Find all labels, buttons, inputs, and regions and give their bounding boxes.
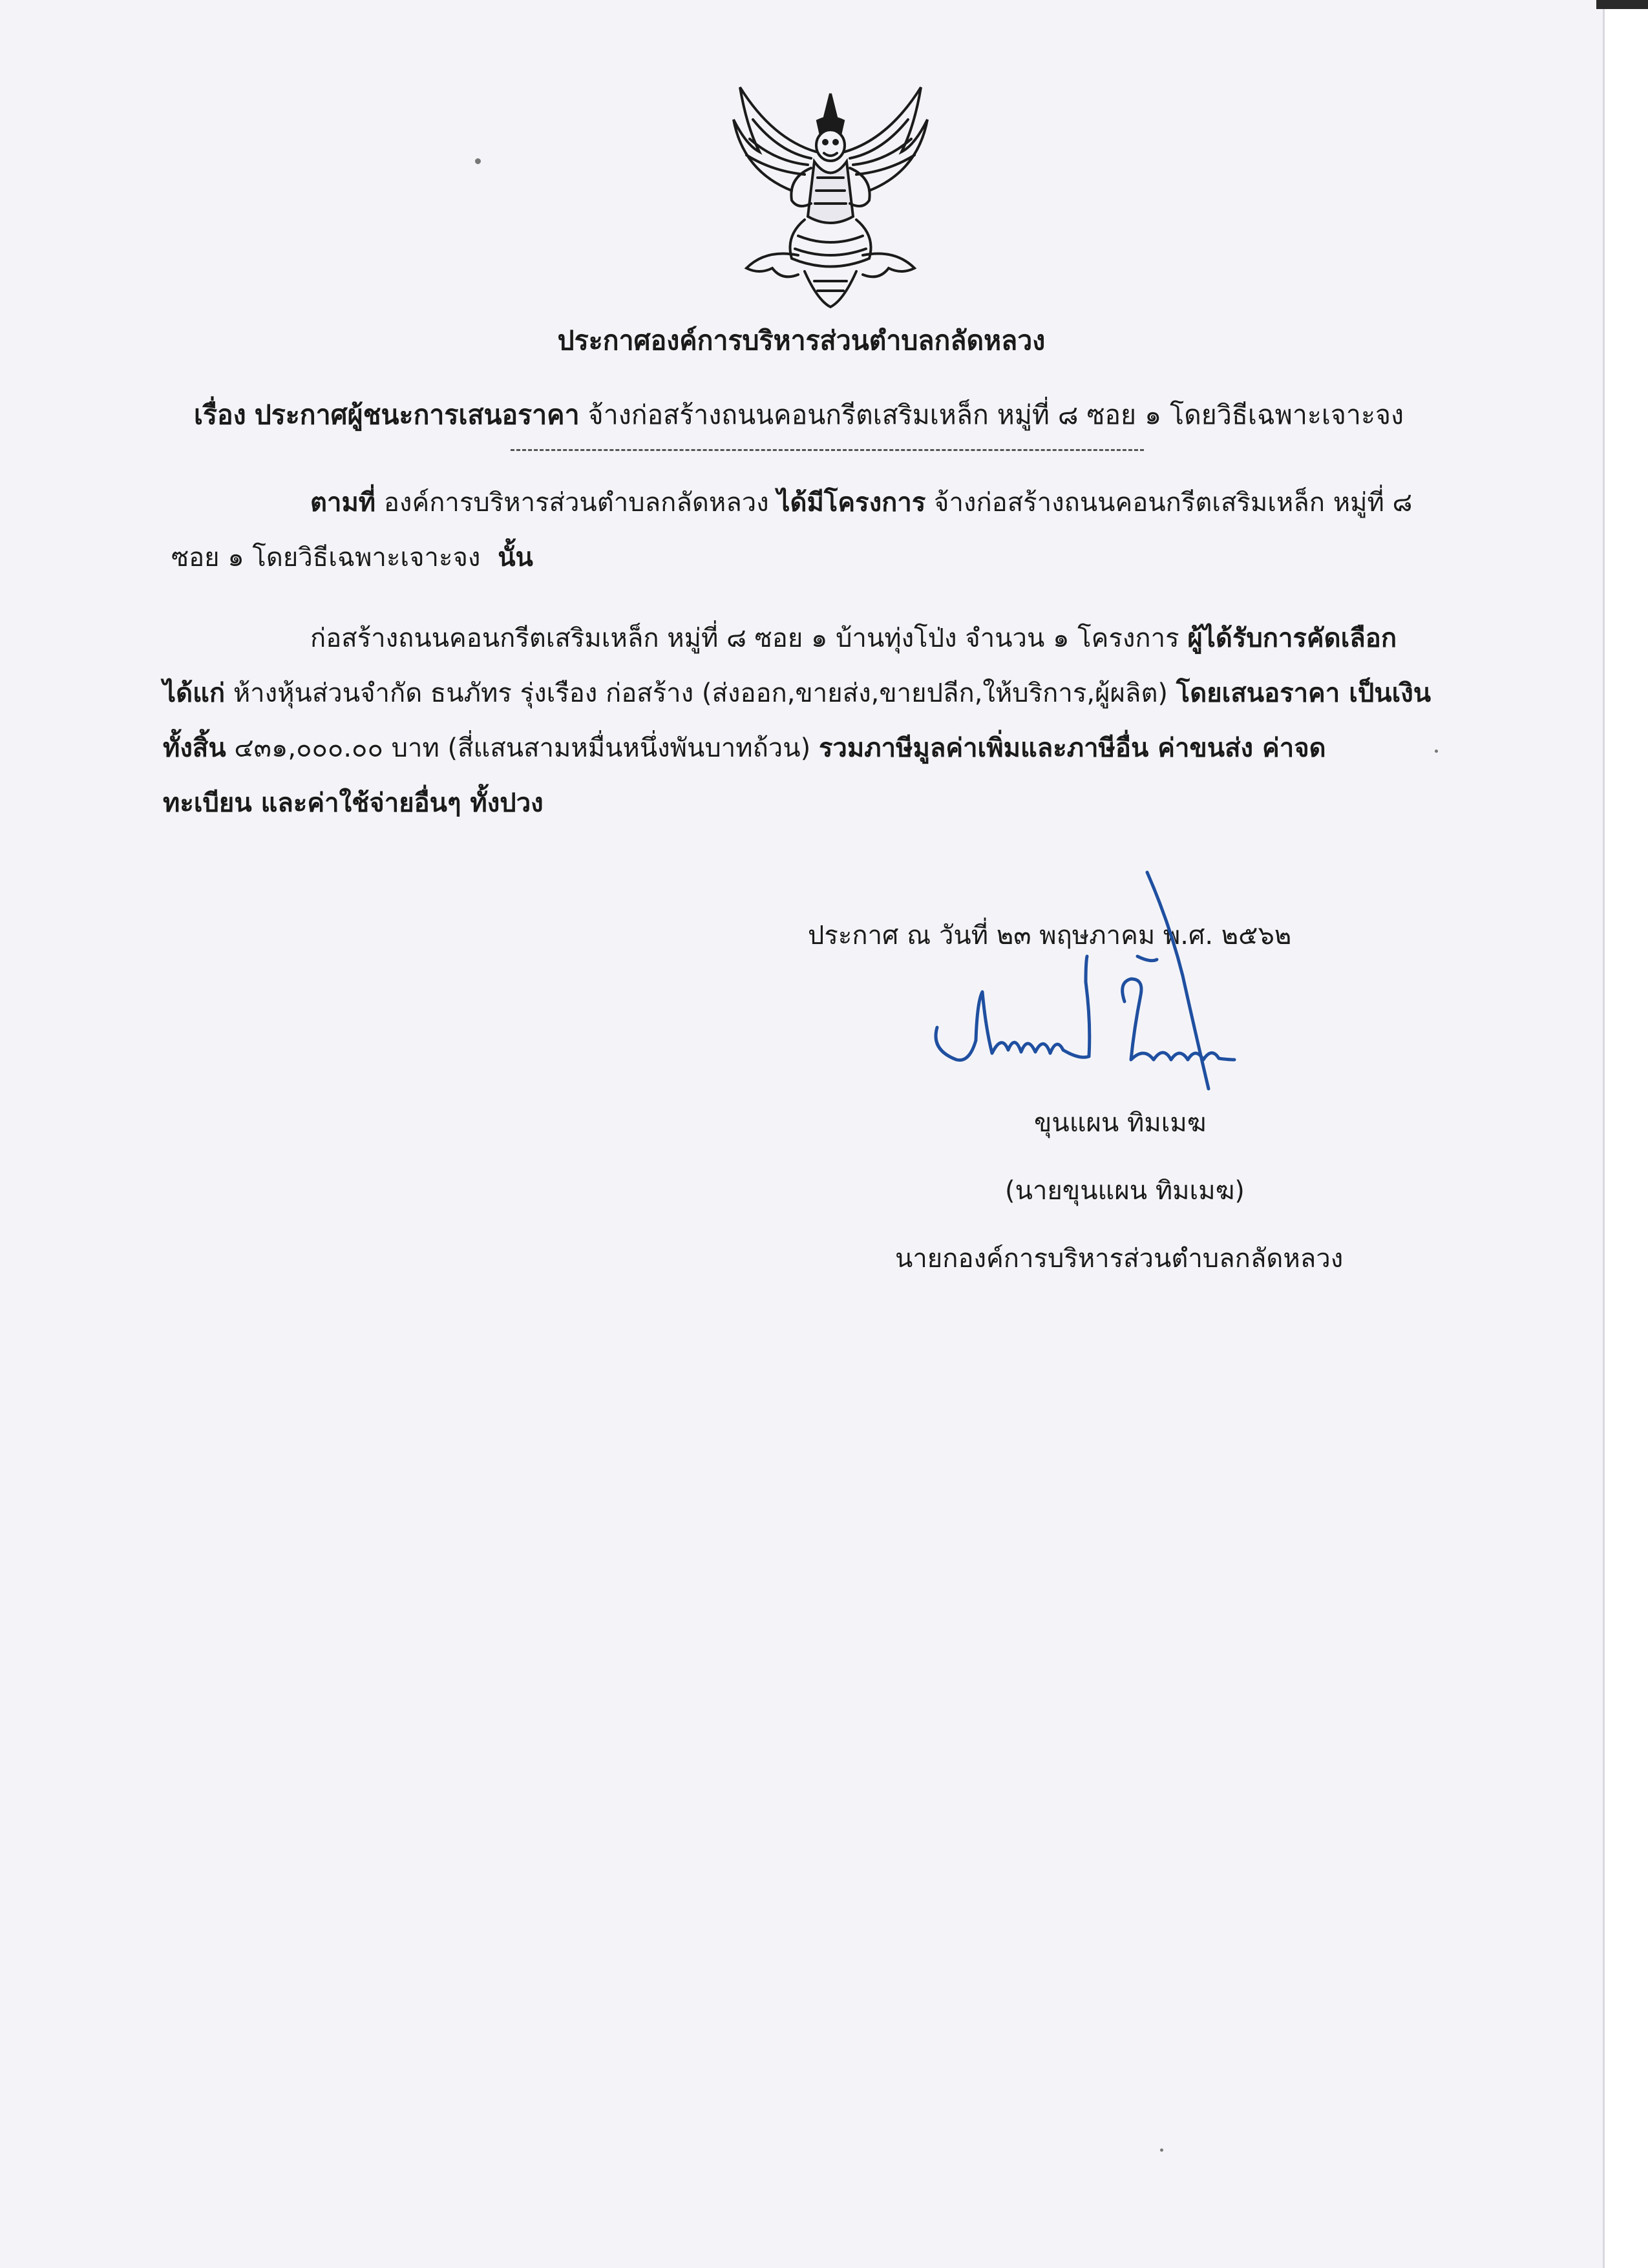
signer-full-name: (นายขุนแผน ทิมเมฆ) (1005, 1176, 1245, 1206)
paragraph-2-line-4 (163, 782, 544, 823)
paragraph-1-line-2 (171, 536, 533, 578)
document-title: ประกาศองค์การบริหารส่วนตำบลกลัดหลวง (557, 325, 1046, 356)
garuda-emblem-icon (721, 81, 940, 313)
p2-text: รวมภาษีมูลค่าเพิ่มและภาษีอื่น ค่าขนส่ง ค่าจด (818, 733, 1326, 763)
p1-text: ได้มีโครงการ (777, 488, 926, 518)
p2-text: โดยเสนอราคา เป็นเงิน (1176, 678, 1431, 708)
signer-position: นายกองค์การบริหารส่วนตำบลกลัดหลวง (895, 1244, 1344, 1274)
p2-text: ๔๓๑,๐๐๐.๐๐ บาท (สี่แสนสามหมื่นหนึ่งพันบาทถ้วน) (234, 733, 811, 763)
p2-text: ทะเบียน และค่าใช้จ่ายอื่นๆ ทั้งปวง (163, 788, 544, 818)
p1-text: องค์การบริหารส่วนตำบลกลัดหลวง (383, 488, 769, 518)
paragraph-1-line-1 (310, 481, 1412, 523)
scan-speck (475, 158, 481, 164)
subject-bold: ประกาศผู้ชนะการเสนอราคา (254, 399, 580, 430)
paragraph-2-line-1 (310, 617, 1397, 658)
p2-text: ผู้ได้รับการคัดเลือก (1187, 624, 1397, 653)
scan-speck (1160, 2148, 1163, 2152)
p2-text: ทั้งสิ้น (163, 733, 226, 763)
p1-text: นั้น (498, 543, 533, 572)
p2-text: ได้แก่ (163, 678, 226, 708)
signer-name: ขุนแผน ทิมเมฆ (1034, 1108, 1207, 1138)
p1-text: ซอย ๑ โดยวิธีเฉพาะเจาะจง (171, 543, 481, 572)
p2-text: ก่อสร้างถนนคอนกรีตเสริมเหล็ก หมู่ที่ ๘ ซอย ๑ บ้านทุ่งโป่ง จำนวน ๑ โครงการ (310, 624, 1179, 653)
handwritten-signature (924, 866, 1286, 1105)
divider-line (511, 449, 1144, 451)
paragraph-2-line-3 (163, 727, 1326, 768)
announcement-date: ประกาศ ณ วันที่ ๒๓ พฤษภาคม พ.ศ. ๒๕๖๒ (808, 921, 1292, 950)
subject-label: เรื่อง (194, 399, 246, 430)
subject-rest: จ้างก่อสร้างถนนคอนกรีตเสริมเหล็ก หมู่ที่ ๘ ซอย ๑ โดยวิธีเฉพาะเจาะจง (587, 399, 1404, 430)
p1-text: จ้างก่อสร้างถนนคอนกรีตเสริมเหล็ก หมู่ที่ ๘ (934, 488, 1413, 518)
p2-text: ห้างหุ้นส่วนจำกัด ธนภัทร รุ่งเรือง ก่อสร้าง (ส่งออก,ขายส่ง,ขายปลีก,ให้บริการ,ผู้ผลิต) (233, 678, 1168, 708)
paragraph-2-line-2 (163, 672, 1431, 713)
p1-text: ตามที่ (310, 488, 376, 518)
scan-speck (1435, 750, 1438, 753)
document-subject (194, 394, 1486, 436)
scan-edge (1596, 0, 1648, 9)
